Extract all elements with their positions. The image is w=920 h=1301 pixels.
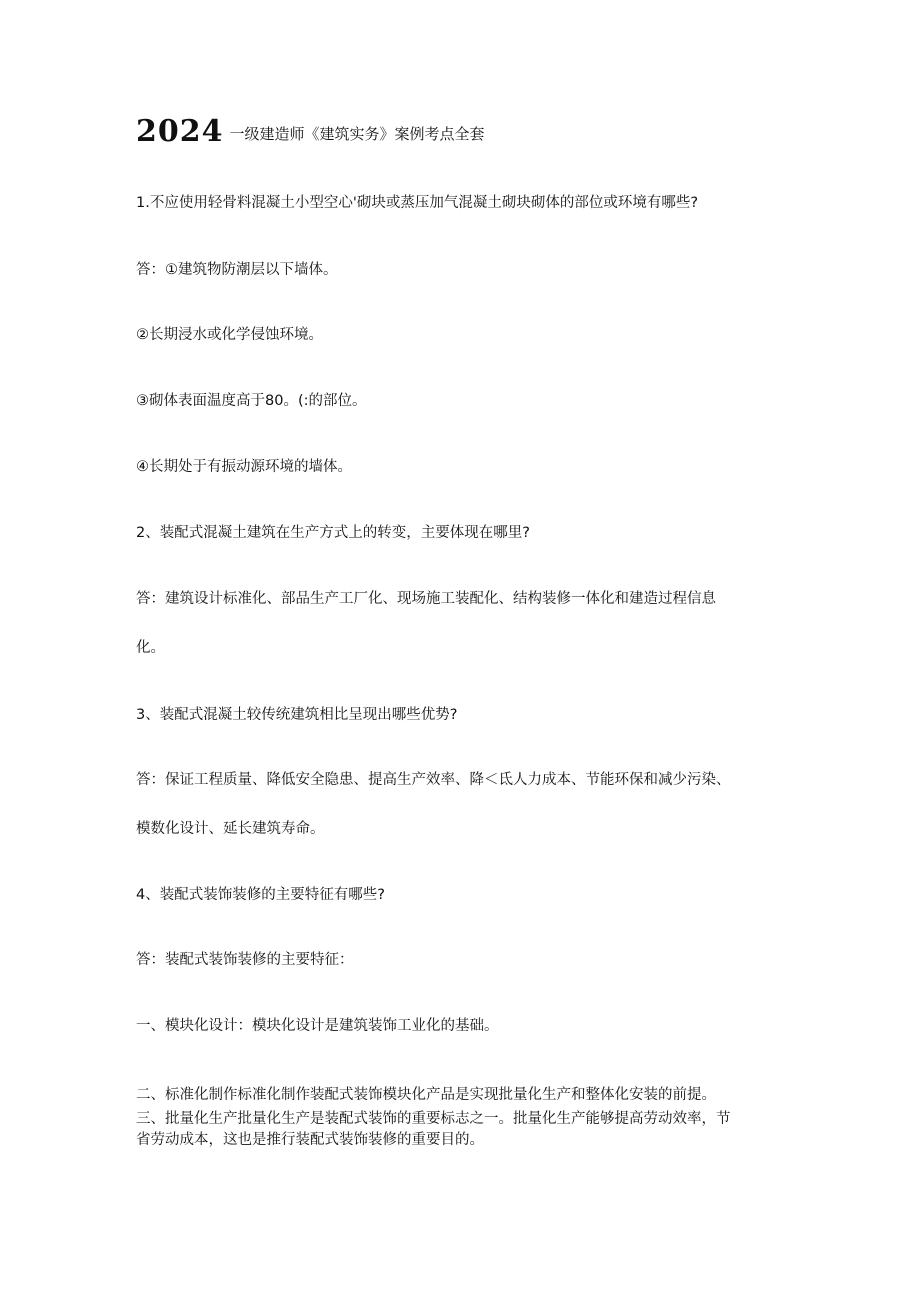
- answer-3-line-1: 答：保证工程质量、降低安全隐患、提高生产效率、降＜氐人力成本、节能环保和减少污染、: [136, 772, 731, 788]
- answer-4-feature-1: 一、模块化设计：模块化设计是建筑装饰工业化的基础。: [136, 1018, 499, 1034]
- question-3: 3、装配式混凝土较传统建筑相比呈现出哪些优势?: [136, 707, 458, 723]
- question-1: 1.不应使用轻骨料混凝土小型空心'砌块或蒸压加气混凝土砌块砌体的部位或环境有哪些?: [136, 195, 699, 211]
- title-year: 2024: [136, 114, 224, 149]
- question-4: 4、装配式装饰装修的主要特征有哪些?: [136, 887, 385, 903]
- answer-3-line-2: 模数化设计、延长建筑寿命。: [136, 821, 325, 837]
- answer-2-line-1: 答：建筑设计标准化、部品生产工厂化、现场施工装配化、结构装修一体化和建造过程信息: [136, 591, 716, 607]
- answer-4-feature-2: 二、标准化制作标准化制作装配式装饰模块化产品是实现批量化生产和整体化安装的前提。: [136, 1087, 716, 1103]
- answer-4-feature-3-line-1: 三、批量化生产批量化生产是装配式装饰的重要标志之一。批量化生产能够提高劳动效率，节: [136, 1111, 731, 1127]
- answer-2-line-2: 化。: [136, 640, 165, 656]
- answer-1-item-4: ④长期处于有振动源环境的墙体。: [136, 459, 352, 475]
- answer-4-feature-3-line-2: 省劳动成本，这也是推行装配式装饰装修的重要目的。: [136, 1132, 484, 1148]
- answer-1-item-3: ③砌体表面温度高于80。(:的部位。: [136, 393, 367, 409]
- title-text: 一级建造师《建筑实务》案例考点全套: [229, 125, 485, 143]
- answer-1-item-1: 答：①建筑物防潮层以下墙体。: [136, 262, 338, 278]
- answer-4-intro: 答：装配式装饰装修的主要特征：: [136, 952, 354, 968]
- document-title: [136, 112, 485, 156]
- question-2: 2、装配式混凝土建筑在生产方式上的转变，主要体现在哪里?: [136, 525, 530, 541]
- answer-1-item-2: ②长期浸水或化学侵蚀环境。: [136, 327, 323, 343]
